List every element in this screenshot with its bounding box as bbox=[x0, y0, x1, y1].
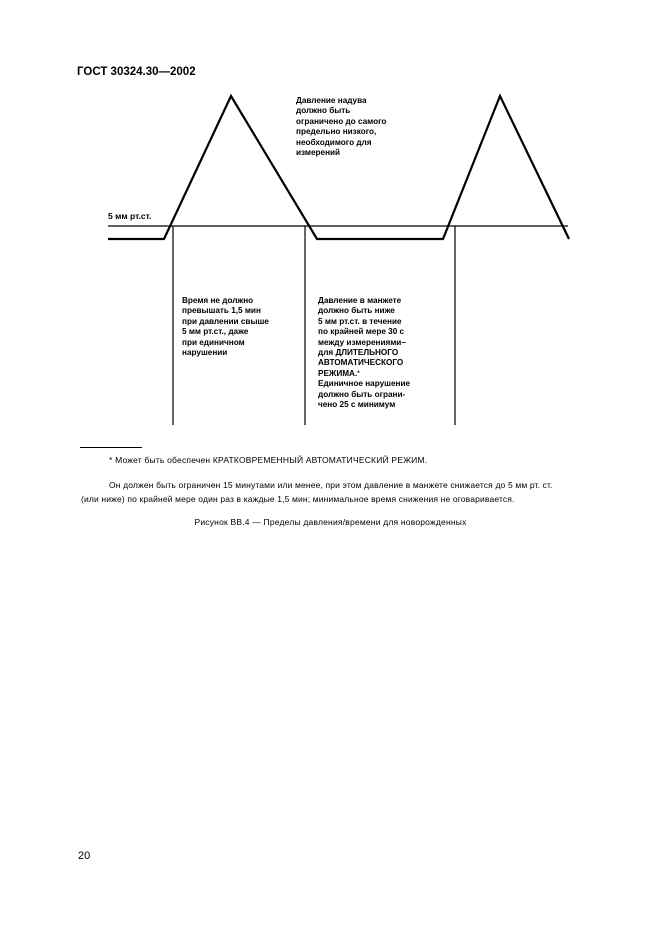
paragraph-text: Он должен быть ограничен 15 минутами или менее, при этом давление в манжете снижается до 5 мм рт. ст. bbox=[109, 480, 553, 490]
paragraph-line: (или ниже) по крайней мере один раз в каждые 1,5 мин; минимальное время снижения не оговаривается. bbox=[81, 494, 515, 504]
page-number: 20 bbox=[78, 850, 91, 862]
note-line: для ДЛИТЕЛЬНОГО bbox=[318, 348, 399, 358]
note-line: при единичном bbox=[182, 337, 245, 347]
note-cuff-pressure bbox=[318, 296, 410, 410]
note-line: нарушении bbox=[182, 348, 228, 358]
note-line: должно быть bbox=[296, 106, 351, 116]
paragraph-line bbox=[81, 478, 611, 492]
note-line: Единичное нарушение bbox=[318, 379, 411, 389]
note-line: при давлении свыше bbox=[182, 316, 269, 326]
note-line: должно быть ограни- bbox=[318, 389, 406, 399]
note-line: Давление надува bbox=[296, 96, 367, 105]
note-line: Время не должно bbox=[182, 296, 254, 305]
note-line: АВТОМАТИЧЕСКОГО bbox=[318, 358, 404, 368]
note-line: между измерениями– bbox=[318, 337, 406, 347]
note-line bbox=[318, 369, 410, 379]
footnote-rule bbox=[80, 447, 142, 448]
note-line: 5 мм рт.ст. в течение bbox=[318, 316, 402, 326]
note-time-limit bbox=[182, 296, 269, 358]
note-line: 5 мм рт.ст., даже bbox=[182, 327, 249, 337]
reference-label: 5 мм рт.ст. bbox=[108, 211, 152, 221]
note-inflation-pressure bbox=[296, 96, 386, 158]
note-line: по крайней мере 30 с bbox=[318, 327, 405, 337]
document-header: ГОСТ 30324.30—2002 bbox=[77, 66, 196, 78]
note-line: необходимого для bbox=[296, 137, 372, 147]
body-paragraph bbox=[81, 478, 611, 506]
note-line: ограничено до самого bbox=[296, 116, 387, 126]
note-line: измерений bbox=[296, 148, 341, 158]
note-line: чено 25 с минимум bbox=[318, 400, 396, 410]
note-line: предельно низкого, bbox=[296, 127, 377, 137]
footnote-marker: * bbox=[357, 370, 360, 377]
note-line: превышать 1,5 мин bbox=[182, 306, 261, 316]
note-line: должно быть ниже bbox=[318, 306, 395, 316]
footnote: * Может быть обеспечен КРАТКОВРЕМЕННЫЙ АВТОМАТИЧЕСКИЙ РЕЖИМ. bbox=[109, 455, 428, 465]
note-line-text: РЕЖИМА. bbox=[318, 368, 358, 378]
note-line: Давление в манжете bbox=[318, 296, 402, 305]
figure-caption: Рисунок ВВ.4 — Пределы давления/времени для новорожденных bbox=[194, 517, 467, 527]
